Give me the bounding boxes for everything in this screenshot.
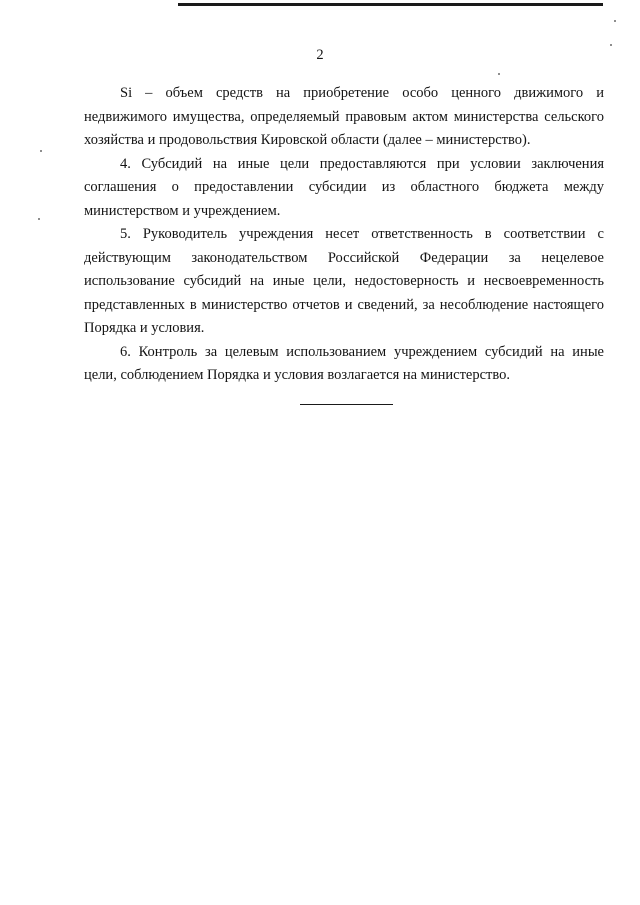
scan-speck xyxy=(38,218,40,220)
page-number: 2 xyxy=(316,47,324,63)
scan-speck xyxy=(498,73,500,75)
paragraph-5-responsibility: 5. Руководитель учреждения несет ответственность в соответствии с действующим законодательством Российской Федерации за нецелевое использование субсидий на иные цели, недостоверность и несвоевременность представленных в министерство отчетов и сведений, за несоблюдение настоящего Порядка и условия. xyxy=(84,226,604,336)
paragraph-si-definition: Si – объем средств на приобретение особо ценного движимого и недвижимого имущества, определяемый правовым актом министерства сельского хозяйства и продовольствия Кировской области (далее – министерство). xyxy=(84,85,604,148)
end-rule xyxy=(300,404,393,405)
text-block xyxy=(84,82,604,388)
paragraph-6-control: 6. Контроль за целевым использованием учреждением субсидий на иные цели, соблюдением Порядка и условия возлагается на министерство. xyxy=(84,343,604,383)
scan-speck xyxy=(40,150,42,152)
paragraph-4-agreement: 4. Субсидий на иные цели предоставляются при условии заключения соглашения о предоставлении субсидии из областного бюджета между министерством и учреждением. xyxy=(84,155,604,219)
top-rule xyxy=(178,3,603,6)
scan-speck xyxy=(614,20,616,22)
scan-speck xyxy=(610,44,612,46)
